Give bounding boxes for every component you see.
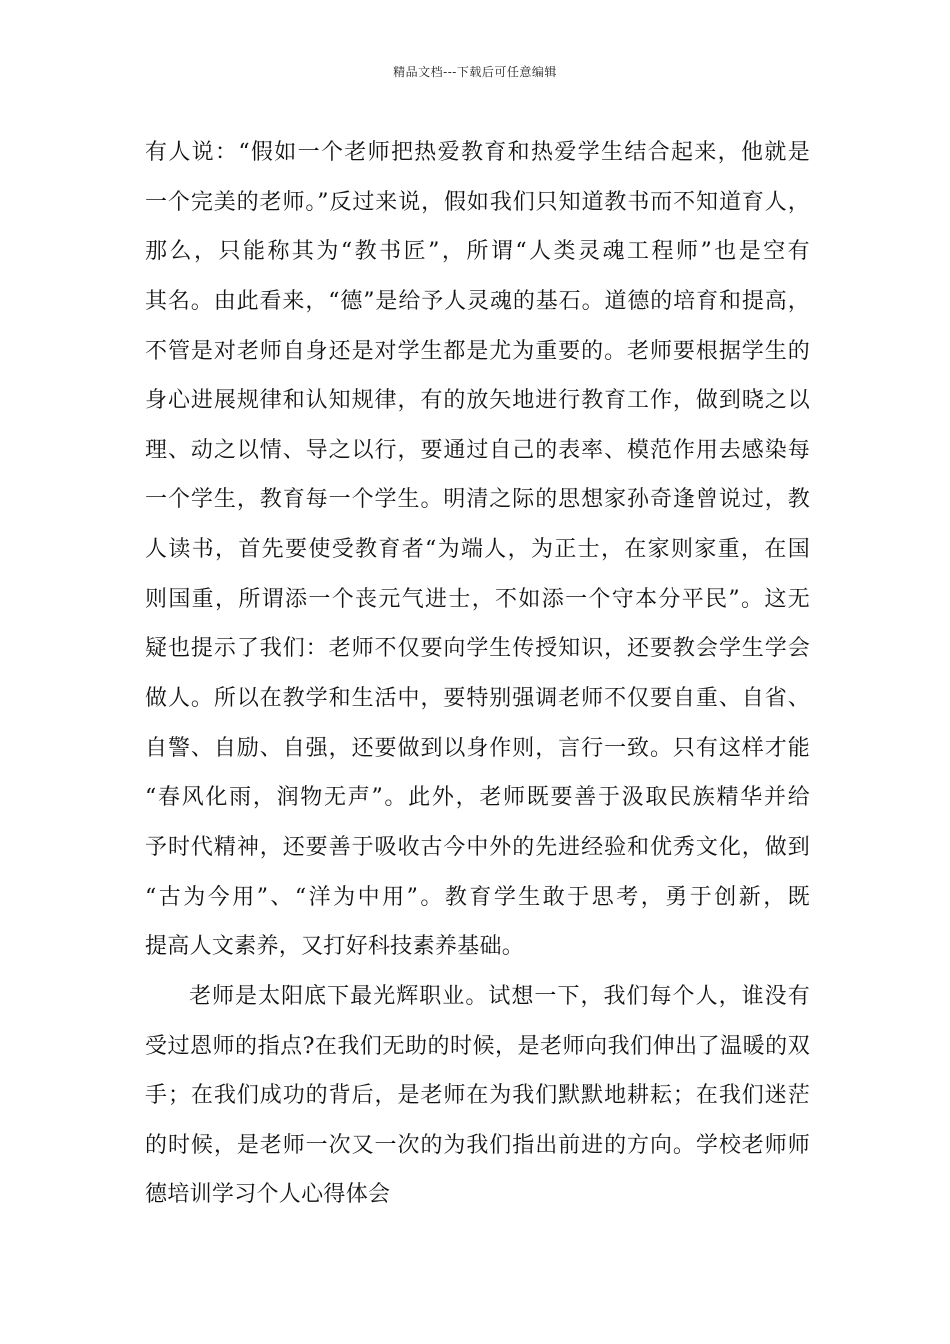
text-line: 受过恩师的指点?在我们无助的时候，是老师向我们伸出了温暖的双 — [145, 1033, 810, 1059]
text-line: 手；在我们成功的背后，是老师在为我们默默地耕耘；在我们迷茫 — [145, 1083, 810, 1109]
text-line: 那么，只能称其为“教书匠”，所谓“人类灵魂工程师”也是空有 — [145, 239, 810, 265]
text-line: 不管是对老师自身还是对学生都是尤为重要的。老师要根据学生的 — [145, 338, 810, 364]
page-header: 精品文档---下载后可任意编辑 — [393, 65, 557, 79]
text-line: 德培训学习个人心得体会 — [145, 1182, 391, 1208]
text-line: 理、动之以情、导之以行，要通过自己的表率、模范作用去感染每 — [145, 437, 810, 463]
paragraph-1 — [145, 128, 810, 972]
paragraph-2 — [145, 972, 810, 1220]
text-line: “春风化雨，润物无声”。此外，老师既要善于汲取民族精华并给 — [145, 785, 810, 811]
text-line: 一个完美的老师。”反过来说，假如我们只知道教书而不知道育人， — [145, 189, 810, 215]
text-line: 则国重，所谓添一个丧元气进士，不如添一个守本分平民”。这无 — [145, 586, 810, 612]
text-line: “古为今用”、“洋为中用”。教育学生敢于思考，勇于创新，既 — [145, 884, 810, 910]
text-line: 自警、自励、自强，还要做到以身作则，言行一致。只有这样才能 — [145, 735, 810, 761]
text-line: 人读书，首先要使受教育者“为端人，为正士，在家则家重，在国 — [145, 537, 810, 563]
text-line: 身心进展规律和认知规律，有的放矢地进行教育工作，做到晓之以 — [145, 388, 810, 414]
text-line: 予时代精神，还要善于吸收古今中外的先进经验和优秀文化，做到 — [145, 834, 810, 860]
text-line: 疑也提示了我们：老师不仅要向学生传授知识，还要教会学生学会 — [145, 636, 810, 662]
text-line: 提高人文素养，又打好科技素养基础。 — [145, 934, 525, 960]
document-body — [145, 128, 810, 1220]
text-line: 老师是太阳底下最光辉职业。试想一下，我们每个人，谁没有 — [189, 983, 810, 1009]
text-line: 的时候，是老师一次又一次的为我们指出前进的方向。学校老师师 — [145, 1132, 810, 1158]
text-line: 做人。所以在教学和生活中，要特别强调老师不仅要自重、自省、 — [145, 686, 810, 712]
text-line: 其名。由此看来，“德”是给予人灵魂的基石。道德的培育和提高， — [145, 288, 810, 314]
text-line: 一个学生，教育每一个学生。明清之际的思想家孙奇逢曾说过，教 — [145, 487, 810, 513]
text-line: 有人说：“假如一个老师把热爱教育和热爱学生结合起来，他就是 — [145, 140, 810, 165]
